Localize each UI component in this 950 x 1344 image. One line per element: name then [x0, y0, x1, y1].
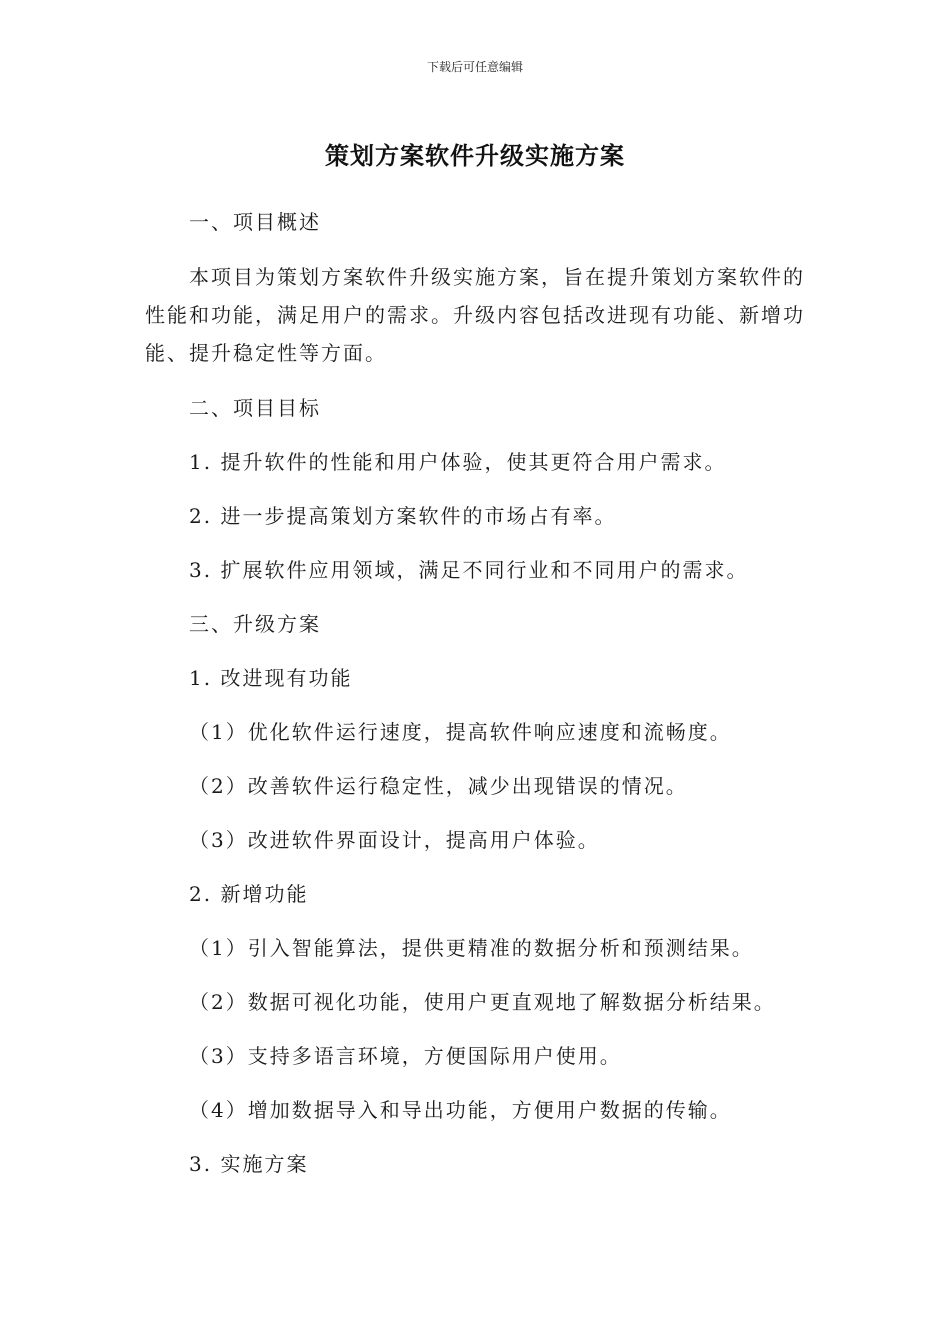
- header-note: 下载后可任意编辑: [426, 60, 523, 74]
- section-heading-upgrade-plan: 三、升级方案: [189, 612, 321, 636]
- improve-item: （3）改进软件界面设计，提高用户体验。: [189, 828, 600, 852]
- improve-item: （2）改善软件运行稳定性，减少出现错误的情况。: [189, 774, 688, 798]
- improve-item: （1）优化软件运行速度，提高软件响应速度和流畅度。: [189, 720, 732, 744]
- section-heading-goals: 二、项目目标: [189, 396, 321, 420]
- new-feature-item: （3）支持多语言环境，方便国际用户使用。: [189, 1044, 622, 1068]
- goal-item: 2. 进一步提高策划方案软件的市场占有率。: [189, 504, 617, 528]
- goal-item: 3. 扩展软件应用领域，满足不同行业和不同用户的需求。: [189, 558, 749, 582]
- subsection-heading-improve: 1. 改进现有功能: [189, 666, 353, 690]
- overview-paragraph: 本项目为策划方案软件升级实施方案，旨在提升策划方案软件的性能和功能，满足用户的需求。升级内容包括改进现有功能、新增功能、提升稳定性等方面。: [145, 265, 805, 365]
- goal-item: 1. 提升软件的性能和用户体验，使其更符合用户需求。: [189, 450, 727, 474]
- new-feature-item: （4）增加数据导入和导出功能，方便用户数据的传输。: [189, 1098, 732, 1122]
- section-heading-overview: 一、项目概述: [189, 210, 321, 234]
- document-body: [145, 204, 805, 1200]
- subsection-heading-new-features: 2. 新增功能: [189, 882, 309, 906]
- document-title: 策划方案软件升级实施方案: [325, 142, 625, 170]
- subsection-heading-implementation: 3. 实施方案: [189, 1152, 309, 1176]
- new-feature-item: （1）引入智能算法，提供更精准的数据分析和预测结果。: [189, 936, 754, 960]
- new-feature-item: （2）数据可视化功能，使用户更直观地了解数据分析结果。: [189, 990, 776, 1014]
